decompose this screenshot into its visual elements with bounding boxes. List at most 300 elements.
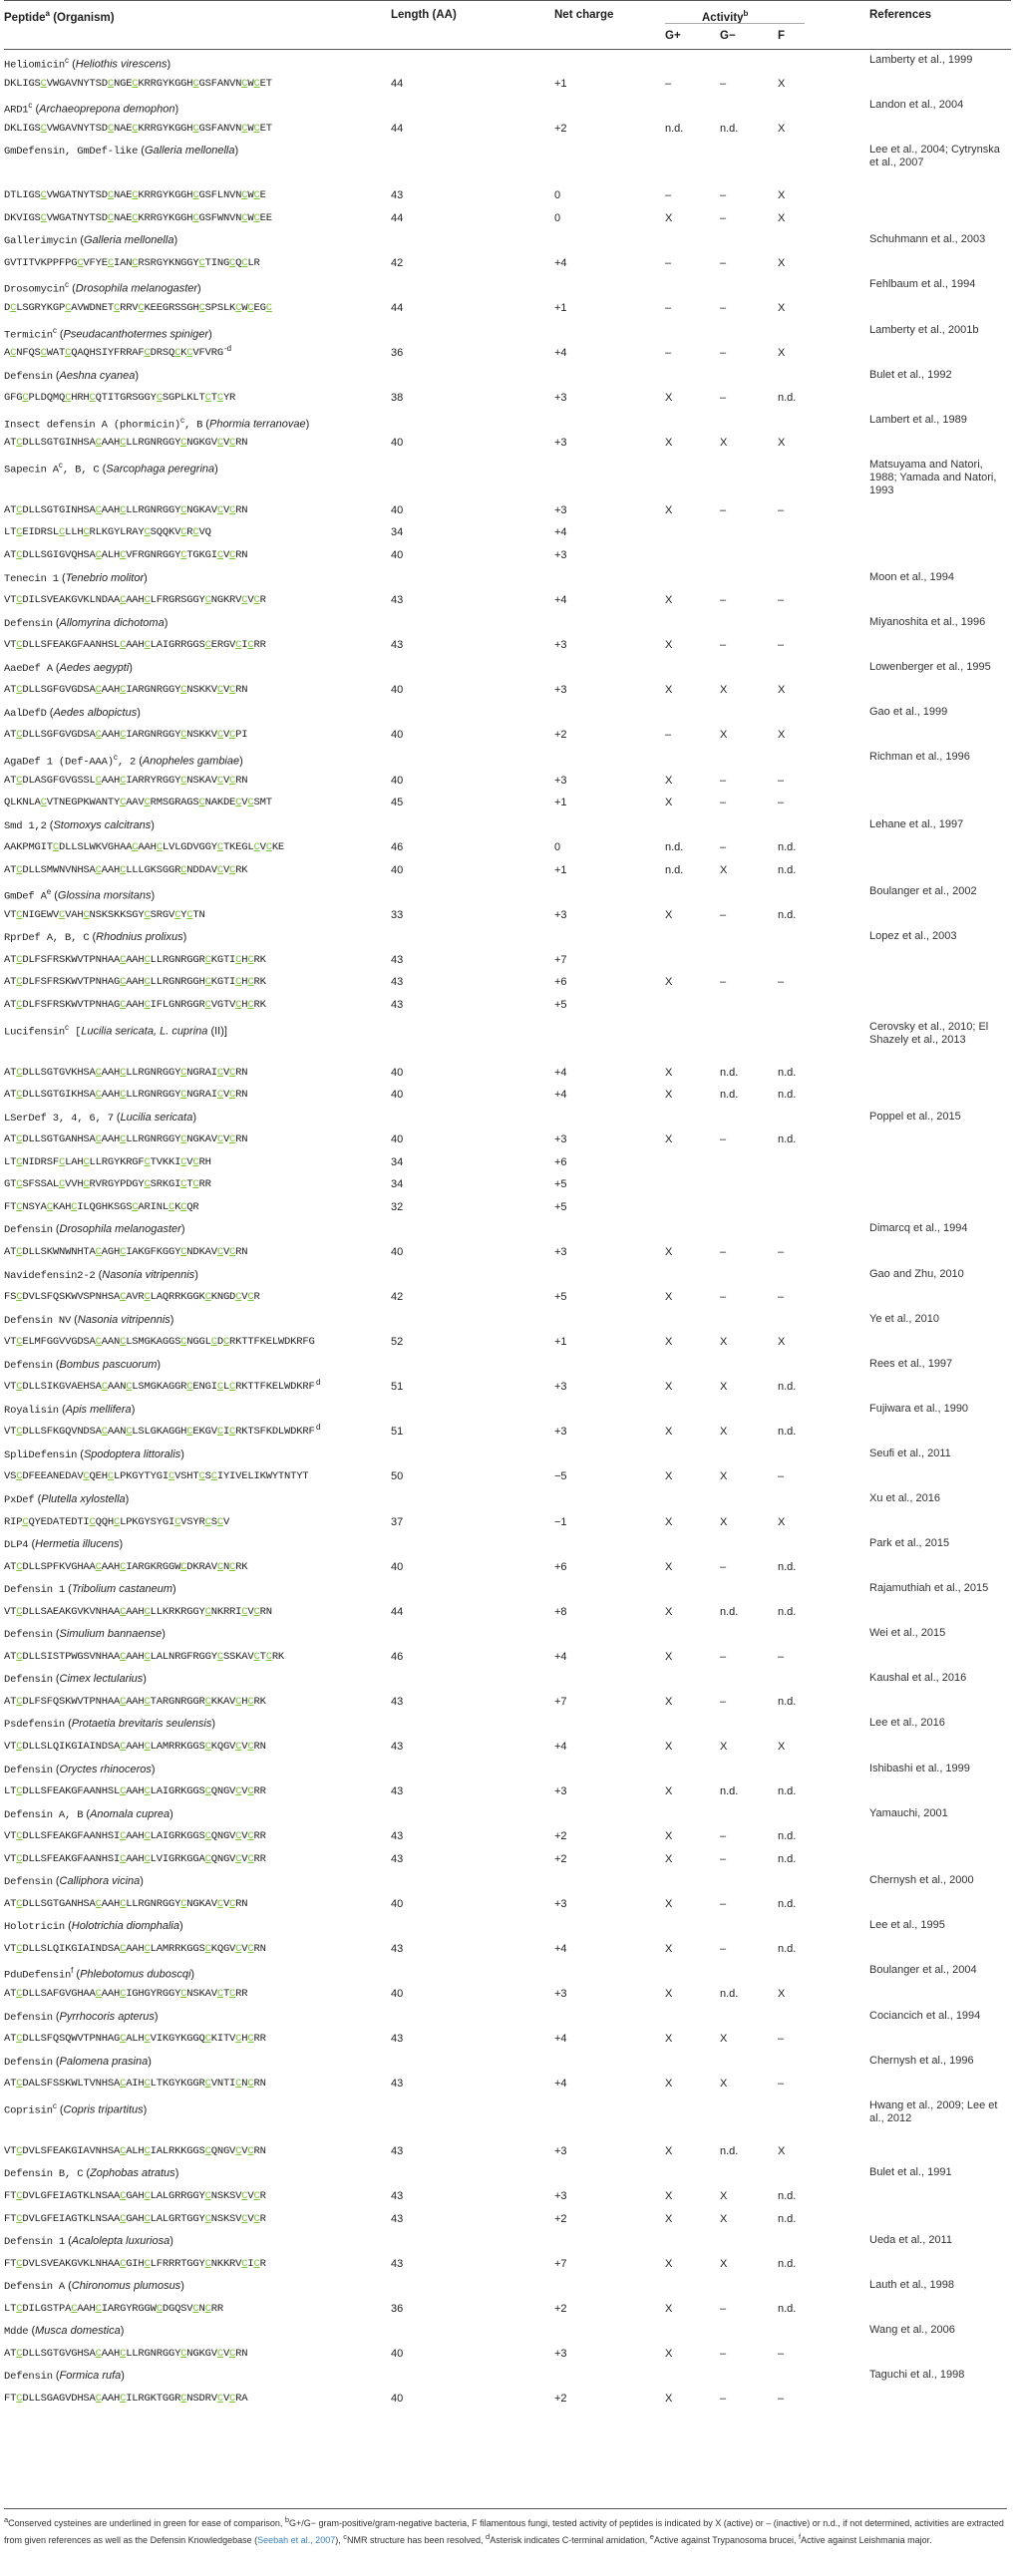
organism-name: Plutella xylostella bbox=[41, 1493, 126, 1505]
organism-name: Spodoptera littoralis bbox=[83, 1448, 181, 1460]
peptide-sequence: VTCDLLSAEAKGVKVNHAACAAHCLLKRKRGGYCNKRRICVCRN bbox=[4, 1605, 272, 1618]
sequence-row bbox=[4, 1084, 1011, 1107]
reference: Bulet et al., 1992 bbox=[869, 368, 952, 381]
peptide-name: Royalisin (Apis mellifera) bbox=[4, 1403, 136, 1417]
reference: Taguchi et al., 1998 bbox=[869, 2369, 965, 2382]
net-charge: +1 bbox=[554, 1336, 567, 1349]
peptide-name: PduDefensin$^f$ (Phlebotomus duboscqi) bbox=[4, 1966, 195, 1983]
activity-gram-negative: – bbox=[720, 797, 727, 809]
peptide-name-row bbox=[4, 1623, 1011, 1646]
length: 38 bbox=[391, 392, 404, 405]
length: 40 bbox=[391, 729, 404, 742]
activity-gram-negative: – bbox=[720, 1695, 727, 1708]
peptide-name: Psdefensin (Protaetia brevitaris seulensis) bbox=[4, 1718, 216, 1732]
peptide-sequence: QLKNLACVTNEGPKWANTYCAAVCRMSGRAGSCNAKDECVCSMT bbox=[4, 797, 272, 809]
peptide-name-row bbox=[4, 95, 1011, 118]
peptide-label: Defensin bbox=[4, 2011, 53, 2024]
activity-fungi: n.d. bbox=[778, 1133, 797, 1146]
activity-fungi: X bbox=[778, 729, 786, 742]
organism-name: Hermetia illucens bbox=[35, 1538, 120, 1551]
activity-gram-negative: – bbox=[720, 841, 727, 854]
peptide-label: Holotricin bbox=[4, 1921, 66, 1934]
activity-fungi: n.d. bbox=[778, 392, 797, 405]
net-charge: +3 bbox=[554, 2189, 567, 2202]
activity-gram-negative: – bbox=[720, 1560, 727, 1573]
organism-name: Calliphora vicina bbox=[59, 1875, 141, 1888]
peptide-name-row bbox=[4, 229, 1011, 252]
length: 43 bbox=[391, 953, 404, 966]
organism-name: Apis mellifera bbox=[65, 1403, 132, 1416]
net-charge: +5 bbox=[554, 1178, 567, 1191]
length: 43 bbox=[391, 2212, 404, 2225]
activity-gram-positive: X bbox=[665, 1066, 673, 1079]
sequence-row bbox=[4, 1241, 1011, 1264]
length: 40 bbox=[391, 1066, 404, 1079]
net-charge: +2 bbox=[554, 729, 567, 742]
reference: Lambert et al., 1989 bbox=[869, 413, 967, 426]
activity-gram-positive: X bbox=[665, 976, 673, 989]
peptide-sequence: VTCELMFGGVVGDSACAANCLSMGKAGGSCNGGLCDCRKTTFKELWDKRFG bbox=[4, 1336, 315, 1349]
peptide-name-row bbox=[4, 1399, 1011, 1422]
activity-gram-positive: X bbox=[665, 1830, 673, 1843]
length: 43 bbox=[391, 639, 404, 652]
reference: Ye et al., 2010 bbox=[869, 1312, 939, 1325]
peptide-label: Defensin 1 bbox=[4, 1584, 66, 1597]
peptide-label: PduDefensin bbox=[4, 1970, 72, 1983]
net-charge: +4 bbox=[554, 1066, 567, 1079]
activity-fungi: n.d. bbox=[778, 2189, 797, 2202]
activity-gram-positive: – bbox=[665, 729, 672, 742]
footnote-marker: f bbox=[71, 1966, 74, 1976]
length: 40 bbox=[391, 2392, 404, 2405]
peptide-sequence: ATCDLLSGTGANHSACAAHCLLRGNRGGYCNGKAVCVCRN bbox=[4, 1133, 248, 1146]
net-charge: +4 bbox=[554, 2033, 567, 2046]
peptide-name-row bbox=[4, 140, 1011, 169]
peptide-name: Defensin (Palomena prasina) bbox=[4, 2055, 152, 2069]
activity-gram-negative: X bbox=[720, 2033, 728, 2046]
length: 40 bbox=[391, 1897, 404, 1910]
peptide-sequence: DTLIGSCVWGATNYTSDCNAECKRRGYKGGHCGSFLNVNCWCE bbox=[4, 189, 266, 202]
peptide-sequence: DCLSGRYKGPCAVWDNETCRRVCKEEGRSSGHCSPSLKCWCEGC bbox=[4, 302, 272, 315]
reference: Yamauchi, 2001 bbox=[869, 1806, 948, 1819]
footnote-link[interactable]: Seebah et al., 2007 bbox=[257, 2535, 336, 2545]
peptide-sequence: VTCDLLSIKGVAEHSACAANCLSMGKAGGRCENGICLCRKTTFKELWDKRF bbox=[4, 1381, 315, 1394]
peptide-name-row bbox=[4, 814, 1011, 837]
peptide-label: Defensin bbox=[4, 617, 53, 630]
activity-gram-positive: X bbox=[665, 2144, 673, 2157]
header-activity: Activity$^b$ bbox=[702, 9, 749, 24]
activity-gram-positive: – bbox=[665, 347, 672, 360]
reference: Kaushal et al., 2016 bbox=[869, 1672, 967, 1685]
net-charge: +3 bbox=[554, 639, 567, 652]
net-charge: +4 bbox=[554, 1089, 567, 1102]
footnote-marker: c bbox=[113, 752, 118, 762]
sequence-row bbox=[4, 2208, 1011, 2231]
sequence-row bbox=[4, 342, 1011, 365]
peptide-name: Termicin$^c$ (Pseudacanthotermes spiniger) bbox=[4, 325, 212, 342]
peptide-sequence: ACNFQSCWATCQAQHSIYFRRAFCDRSQCKCVFVRG bbox=[4, 347, 223, 360]
sequence-row bbox=[4, 1511, 1011, 1534]
peptide-label: Defensin bbox=[4, 1674, 53, 1687]
organism-name: Sarcophaga peregrina bbox=[106, 463, 215, 476]
length: 43 bbox=[391, 594, 404, 607]
net-charge: +4 bbox=[554, 347, 567, 360]
sequence-suffix: d bbox=[316, 1423, 321, 1433]
organism-name: Musca domestica bbox=[35, 2325, 121, 2338]
peptide-label: Drosomycin bbox=[4, 284, 66, 297]
net-charge: −1 bbox=[554, 1515, 567, 1528]
activity-gram-negative: X bbox=[720, 684, 728, 697]
peptide-name: LSerDef 3, 4, 6, 7 (Lucilia sericata) bbox=[4, 1111, 196, 1125]
peptide-name-row bbox=[4, 320, 1011, 343]
activity-gram-positive: X bbox=[665, 1605, 673, 1618]
peptide-sequence: GFGCPLDQMQCHRHCQTITGRSGGYCSGPLKLTCTCYR bbox=[4, 392, 236, 405]
peptide-sequence: ATCDLLSGTGIKHSACAAHCLLRGNRGGYCNGRAICVCRN bbox=[4, 1089, 248, 1102]
peptide-label: Lucifensin bbox=[4, 1026, 66, 1039]
sequence-row bbox=[4, 432, 1011, 455]
peptide-sequence: ATCDLLSFQSQWVTPNHAGCALHCVIKGYKGGQCKITVCHCRR bbox=[4, 2033, 266, 2046]
organism-name: Formica rufa bbox=[59, 2370, 122, 2383]
peptide-sequence: DKVIGSCVWGATNYTSDCNAECKRRGYKGGHCGSFWNVNCWCEE bbox=[4, 211, 272, 224]
organism-name: Acalolepta luxuriosa bbox=[71, 2235, 170, 2248]
length: 43 bbox=[391, 1852, 404, 1865]
peptide-sequence: ATCDLLSGTGINHSACAAHCLLRGNRGGYCNGKAVCVCRN bbox=[4, 503, 248, 516]
peptide-name: PxDef (Plutella xylostella) bbox=[4, 1493, 130, 1506]
reference: Chernysh et al., 2000 bbox=[869, 1874, 974, 1887]
organism-name: Lucilia sericata bbox=[120, 1111, 193, 1124]
organism-name: Heliothis virescens bbox=[75, 58, 168, 71]
peptide-name-row bbox=[4, 2320, 1011, 2343]
length: 43 bbox=[391, 2144, 404, 2157]
net-charge: +3 bbox=[554, 774, 567, 787]
activity-fungi: X bbox=[778, 256, 786, 269]
peptide-label: Defensin bbox=[4, 2056, 53, 2069]
peptide-sequence: VTCDVLSFEAKGIAVNHSACALHCIALRKKGGSCQNGVCVCRN bbox=[4, 2144, 266, 2157]
activity-gram-positive: X bbox=[665, 2189, 673, 2202]
peptide-label: Royalisin bbox=[4, 1404, 59, 1417]
peptide-name: Mdde (Musca domestica) bbox=[4, 2325, 125, 2339]
net-charge: +3 bbox=[554, 392, 567, 405]
length: 43 bbox=[391, 1830, 404, 1843]
organism-name: Nasonia vitripennis bbox=[102, 1268, 195, 1281]
organism-name: Aedes aegypti bbox=[59, 661, 130, 674]
length: 40 bbox=[391, 503, 404, 516]
organism-name: Zophobas atratus bbox=[90, 2167, 175, 2180]
peptide-sequence: VTCDLLSLQIKGIAINDSACAAHCLAMRRKGGSCKQGVCVCRN bbox=[4, 1741, 266, 1754]
activity-gram-negative: – bbox=[720, 1291, 727, 1304]
activity-fungi: X bbox=[778, 302, 786, 315]
peptide-sequence: RIPCQYEDATEDTICQQHCLPKGYSYGICVSYRCSCV bbox=[4, 1515, 230, 1528]
net-charge: −5 bbox=[554, 1470, 567, 1483]
length: 40 bbox=[391, 1245, 404, 1258]
length: 34 bbox=[391, 526, 404, 539]
peptide-name: Defensin (Cimex lectularius) bbox=[4, 1673, 147, 1687]
peptide-sequence: ATCDLLSISTPWGSVNHAACAAHCLALNRGFRGGYCSSKAVCTCRK bbox=[4, 1650, 285, 1663]
peptide-name: Smd 1,2 (Stomoxys calcitrans) bbox=[4, 818, 155, 832]
peptide-name: AgaDef 1 $(Def-AAA)^c$, 2 (Anopheles gambiae) bbox=[4, 752, 243, 769]
activity-fungi: n.d. bbox=[778, 1089, 797, 1102]
peptide-label: Defensin 1 bbox=[4, 2236, 66, 2249]
peptide-sequence: VTCDLLSFEAKGFAANHSLCAAHCLAIGRRGGSCERGVCICRR bbox=[4, 639, 266, 652]
activity-gram-positive: n.d. bbox=[665, 841, 684, 854]
peptide-name-row bbox=[4, 1354, 1011, 1377]
activity-fungi: – bbox=[778, 639, 785, 652]
peptide-name-row bbox=[4, 702, 1011, 725]
peptide-variants: , B bbox=[183, 419, 203, 432]
activity-fungi: n.d. bbox=[778, 1605, 797, 1618]
length: 43 bbox=[391, 998, 404, 1011]
length: 36 bbox=[391, 2302, 404, 2315]
peptide-label: SpliDefensin bbox=[4, 1449, 78, 1461]
activity-divider bbox=[665, 23, 805, 24]
activity-gram-negative: – bbox=[720, 256, 727, 269]
peptide-sequence: ATCDLLSGTGVGHSACAAHCLLRGNRGGYCNGKGVCVCRN bbox=[4, 2347, 248, 2360]
organism-name: Bombus pascuorum bbox=[59, 1358, 158, 1371]
length: 51 bbox=[391, 1426, 404, 1439]
sequence-row bbox=[4, 1286, 1011, 1309]
sequence-row bbox=[4, 971, 1011, 994]
activity-gram-positive: X bbox=[665, 1741, 673, 1754]
net-charge: +3 bbox=[554, 1785, 567, 1798]
peptide-sequence: VTCDLLSLQIKGIAINDSACAAHCLAMRRKGGSCKQGVCVCRN bbox=[4, 1942, 266, 1955]
peptide-sequence: ATCDLLSAFGVGHAACAAHCIGHGYRGGYCNSKAVCTCRR bbox=[4, 1988, 248, 2001]
peptide-name: Defensin A, B (Anomala cuprea) bbox=[4, 1807, 173, 1821]
organism-name: Chironomus plumosus bbox=[71, 2280, 181, 2293]
organism-name: Tenebrio molitor bbox=[65, 571, 145, 584]
peptide-name: Tenecin 1 (Tenebrio molitor) bbox=[4, 571, 148, 585]
sequence-row bbox=[4, 73, 1011, 96]
net-charge: 0 bbox=[554, 211, 561, 224]
reference: Landon et al., 2004 bbox=[869, 99, 964, 112]
sequence-row bbox=[4, 2253, 1011, 2276]
activity-gram-positive: – bbox=[665, 77, 672, 90]
activity-gram-positive: X bbox=[665, 1785, 673, 1798]
peptide-name-row bbox=[4, 1668, 1011, 1691]
organism-name: Aeshna cyanea bbox=[59, 369, 136, 382]
peptide-sequence: ATCDALSFSSKWLTVNHSACAIHCLTKGYKGGRCVNTICNCRN bbox=[4, 2078, 266, 2091]
sequence-row bbox=[4, 544, 1011, 567]
peptide-name-row bbox=[4, 1264, 1011, 1287]
activity-gram-positive: X bbox=[665, 1426, 673, 1439]
net-charge: +5 bbox=[554, 1291, 567, 1304]
activity-gram-positive: – bbox=[665, 256, 672, 269]
footnote-marker: e bbox=[46, 887, 52, 897]
sequence-row bbox=[4, 521, 1011, 544]
peptide-name-row bbox=[4, 50, 1011, 73]
peptide-name-row bbox=[4, 1759, 1011, 1781]
peptide-sequence: ATCDLLSPFKVGHAACAAHCIARGKRGGWCDKRAVCNCRK bbox=[4, 1560, 248, 1573]
activity-gram-positive: X bbox=[665, 1336, 673, 1349]
peptide-sequence: FTCDVLSVEAKGVKLNHAACGIHCLFRRRTGGYCNKKRVCICR bbox=[4, 2257, 266, 2270]
defensin-table bbox=[4, 0, 1011, 2410]
peptide-sequence: FSCDVLSFQSKWVSPNHSACAVRCLAQRRKGGKCKNGDCVCR bbox=[4, 1291, 260, 1304]
sequence-row bbox=[4, 252, 1011, 275]
activity-fungi: – bbox=[778, 503, 785, 516]
activity-fungi: – bbox=[778, 2392, 785, 2405]
peptide-name-row bbox=[4, 1444, 1011, 1466]
peptide-name: Defensin (Simulium bannaense) bbox=[4, 1628, 166, 1642]
reference: Rajamuthiah et al., 2015 bbox=[869, 1582, 989, 1595]
activity-gram-negative: – bbox=[720, 1830, 727, 1843]
activity-gram-negative: – bbox=[720, 2392, 727, 2405]
peptide-name: Defensin (Drosophila melanogaster) bbox=[4, 1223, 185, 1237]
activity-gram-negative: – bbox=[720, 976, 727, 989]
footnote-marker: c bbox=[65, 1022, 70, 1032]
footnote-f: Active against Trypanosoma brucei, bbox=[653, 2535, 800, 2545]
table-body bbox=[4, 50, 1011, 2410]
footnote-marker: c bbox=[179, 415, 184, 425]
activity-gram-negative: – bbox=[720, 392, 727, 405]
table-header bbox=[4, 0, 1011, 50]
header-net-charge: Net charge bbox=[554, 9, 614, 21]
activity-gram-negative: – bbox=[720, 908, 727, 921]
peptide-name-row bbox=[4, 2006, 1011, 2029]
footnote-b: G+/G− gram-positive/gram-negative bacteria, F filamentous fungi, tested activity of peptides is indicated by X (active) or – (inactive) or n.d., if not determined, activities are extracted from given references as well as the Defensin Knowledgebase ( bbox=[4, 2518, 1004, 2545]
activity-gram-positive: X bbox=[665, 1515, 673, 1528]
net-charge: 0 bbox=[554, 189, 561, 202]
peptide-name: DLP4 (Hermetia illucens) bbox=[4, 1538, 124, 1552]
footnote-marker: c bbox=[52, 325, 57, 335]
organism-name: Simulium bannaense bbox=[59, 1628, 163, 1641]
net-charge: +8 bbox=[554, 1605, 567, 1618]
length: 43 bbox=[391, 976, 404, 989]
sequence-row bbox=[4, 1128, 1011, 1151]
peptide-name-row bbox=[4, 1915, 1011, 1938]
net-charge: +4 bbox=[554, 594, 567, 607]
organism-name: Pyrrhocoris apterus bbox=[59, 2010, 155, 2023]
activity-gram-negative: X bbox=[720, 437, 728, 450]
peptide-name-row bbox=[4, 1488, 1011, 1511]
length: 43 bbox=[391, 2189, 404, 2202]
sequence-row bbox=[4, 1893, 1011, 1916]
net-charge: +5 bbox=[554, 1200, 567, 1213]
sequence-row bbox=[4, 2140, 1011, 2163]
net-charge: +2 bbox=[554, 122, 567, 135]
activity-gram-positive: X bbox=[665, 2257, 673, 2270]
peptide-sequence: DKLIGSCVWGAVNYTSDCNAECKRRGYKGGHCGSFANVNCWCET bbox=[4, 122, 272, 135]
peptide-name: Sapecin $A^c$, B, C (Sarcophaga peregrina) bbox=[4, 460, 218, 477]
reference: Moon et al., 1994 bbox=[869, 570, 955, 583]
activity-gram-negative: – bbox=[720, 189, 727, 202]
peptide-name: Defensin 1 (Acalolepta luxuriosa) bbox=[4, 2235, 173, 2249]
sequence-row bbox=[4, 859, 1011, 882]
sequence-row bbox=[4, 1421, 1011, 1444]
reference: Lopez et al., 2003 bbox=[869, 930, 957, 943]
organism-name: Tribolium castaneum bbox=[71, 1583, 173, 1596]
peptide-label: Defensin B, C bbox=[4, 2168, 84, 2181]
peptide-label: AgaDef 1 (Def-AAA) bbox=[4, 756, 114, 769]
organism-name: Phlebotomus duboscqi bbox=[80, 1969, 191, 1982]
footnote-g: Active against Leishmania major. bbox=[801, 2535, 932, 2545]
activity-gram-positive: X bbox=[665, 1560, 673, 1573]
peptide-name-row bbox=[4, 881, 1011, 904]
peptide-sequence: VTCDILSVEAKGVKLNDAACAAHCLFRGRSGGYCNGKRVCVCR bbox=[4, 594, 266, 607]
peptide-name-row bbox=[4, 1533, 1011, 1556]
reference: Schuhmann et al., 2003 bbox=[869, 233, 986, 246]
peptide-name: AalDefD (Aedes albopictus) bbox=[4, 706, 141, 720]
peptide-sequence: LTCEIDRSLCLLHCRLKGYLRAYCSQQKVCRCVQ bbox=[4, 526, 211, 539]
peptide-name: ARD1$^c$ (Archaeoprepona demophon) bbox=[4, 101, 179, 117]
footnote-a: Conserved cysteines are underlined in green for ease of comparison, bbox=[8, 2518, 285, 2528]
reference: Wei et al., 2015 bbox=[869, 1627, 946, 1640]
activity-gram-negative: – bbox=[720, 2347, 727, 2360]
footnote-marker: c bbox=[28, 101, 33, 111]
sequence-suffix: d bbox=[316, 1378, 321, 1388]
peptide-name-row bbox=[4, 2365, 1011, 2388]
peptide-name: Heliomicin$^c$ (Heliothis virescens) bbox=[4, 56, 171, 72]
net-charge: +3 bbox=[554, 1133, 567, 1146]
peptide-name-row bbox=[4, 1309, 1011, 1332]
sequence-row bbox=[4, 118, 1011, 141]
peptide-label: Defensin bbox=[4, 2371, 53, 2384]
reference: Seufi et al., 2011 bbox=[869, 1447, 951, 1459]
net-charge: +4 bbox=[554, 1741, 567, 1754]
peptide-variants: , 2 bbox=[117, 756, 137, 769]
sequence-row bbox=[4, 1151, 1011, 1174]
sequence-row bbox=[4, 792, 1011, 814]
activity-fungi: – bbox=[778, 2033, 785, 2046]
reference: Wang et al., 2006 bbox=[869, 2324, 955, 2337]
peptide-name: Insect defensin A (phormicin)$^c$, B (Phormia terranovae) bbox=[4, 415, 310, 432]
activity-fungi: X bbox=[778, 1336, 786, 1349]
peptide-name: Defensin (Pyrrhocoris apterus) bbox=[4, 2010, 159, 2024]
peptide-label: Insect defensin A (phormicin) bbox=[4, 419, 180, 432]
activity-gram-negative: X bbox=[720, 2212, 728, 2225]
peptide-name-row bbox=[4, 747, 1011, 770]
activity-gram-positive: X bbox=[665, 1897, 673, 1910]
reference: Fehlbaum et al., 1994 bbox=[869, 278, 976, 291]
activity-gram-positive: X bbox=[665, 503, 673, 516]
sequence-row bbox=[4, 2117, 1011, 2140]
sequence-row bbox=[4, 162, 1011, 185]
reference: Ishibashi et al., 1999 bbox=[869, 1762, 970, 1774]
peptide-label: GmDef A bbox=[4, 890, 47, 903]
header-length: Length (AA) bbox=[391, 9, 457, 21]
activity-fungi: n.d. bbox=[778, 1381, 797, 1394]
peptide-sequence: VTCDLLSFEAKGFAANHSICAAHCLAIGRKGGSCQNGVCVCRR bbox=[4, 1830, 266, 1843]
reference: Cerovsky et al., 2010; El Shazely et al., 2013 bbox=[869, 1020, 989, 1046]
activity-gram-negative: n.d. bbox=[720, 1089, 739, 1102]
activity-fungi: – bbox=[778, 774, 785, 787]
footnote-marker: c bbox=[52, 2100, 57, 2110]
activity-gram-negative: – bbox=[720, 347, 727, 360]
footnote-e: Asterisk indicates C-terminal amidation, bbox=[490, 2535, 650, 2545]
activity-fungi: X bbox=[778, 211, 786, 224]
peptide-name-row bbox=[4, 567, 1011, 590]
sequence-row bbox=[4, 499, 1011, 522]
length: 44 bbox=[391, 211, 404, 224]
peptide-label: Sapecin A bbox=[4, 464, 59, 477]
activity-gram-positive: n.d. bbox=[665, 122, 684, 135]
activity-fungi: n.d. bbox=[778, 2257, 797, 2270]
peptide-name-row bbox=[4, 1803, 1011, 1826]
activity-gram-positive: n.d. bbox=[665, 863, 684, 876]
peptide-name: RprDef A, B, C (Rhodnius prolixus) bbox=[4, 931, 187, 945]
peptide-label: AalDefD bbox=[4, 707, 47, 720]
reference: Lee et al., 2004; Cytrynska et al., 2007 bbox=[869, 144, 1000, 169]
length: 43 bbox=[391, 1942, 404, 1955]
length: 43 bbox=[391, 189, 404, 202]
length: 40 bbox=[391, 1560, 404, 1573]
peptide-name: Gallerimycin (Galleria mellonella) bbox=[4, 234, 178, 248]
reference: Lauth et al., 1998 bbox=[869, 2279, 955, 2292]
peptide-name: Drosomycin$^c$ (Drosophila melanogaster) bbox=[4, 280, 201, 297]
footnote-marker: c bbox=[58, 460, 63, 470]
peptide-sequence: ATCDLLSGTGVKHSACAAHCLLRGNRGGYCNGRAICVCRN bbox=[4, 1066, 248, 1079]
length: 43 bbox=[391, 1785, 404, 1798]
peptide-name: Defensin (Formica rufa) bbox=[4, 2370, 125, 2384]
net-charge: +2 bbox=[554, 1830, 567, 1843]
